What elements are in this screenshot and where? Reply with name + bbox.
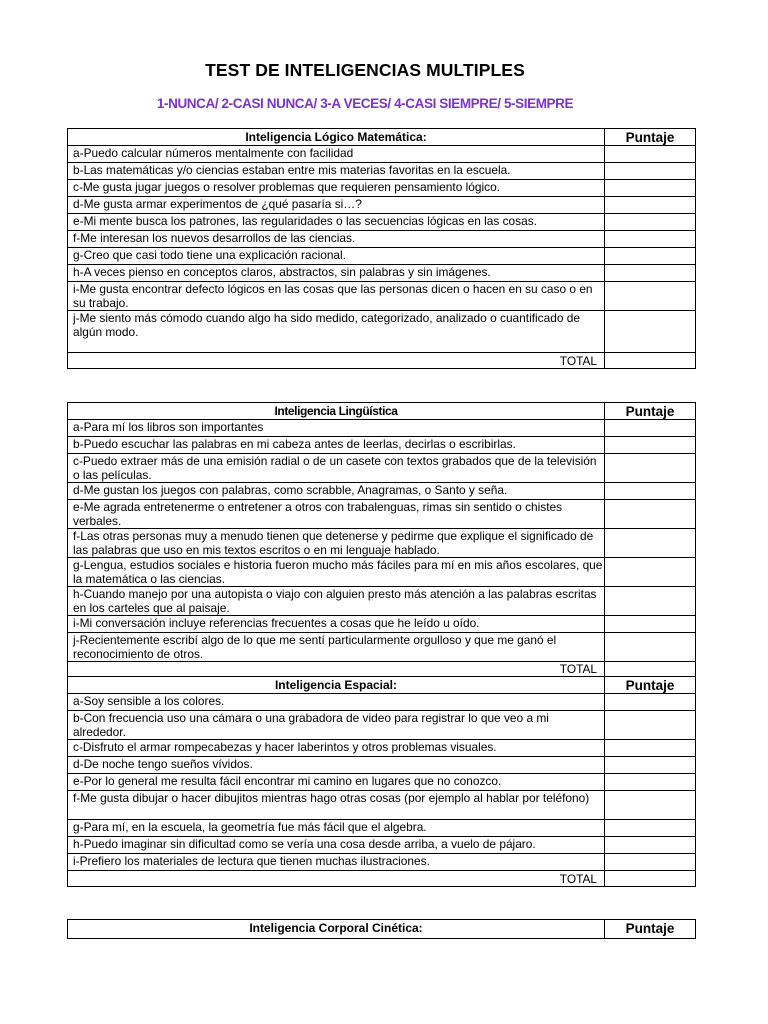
- score-cell[interactable]: [605, 791, 696, 820]
- score-cell[interactable]: [605, 837, 696, 854]
- score-cell[interactable]: [605, 483, 696, 500]
- item-text: c-Puedo extraer más de una emisión radial o de un casete con textos grabados que de la televisión o las películas.: [68, 454, 605, 483]
- table-row: [68, 248, 696, 265]
- item-text: h-Puedo imaginar sin dificultad como se vería una cosa desde arriba, a vuelo de pájaro.: [68, 837, 605, 854]
- score-cell[interactable]: [605, 694, 696, 711]
- score-cell[interactable]: [605, 711, 696, 740]
- score-column-header: Puntaje: [605, 677, 696, 694]
- item-text: j-Recientemente escribí algo de lo que me sentí particularmente orgulloso y que me ganó el reconocimiento de otros.: [68, 633, 605, 662]
- table-row: [68, 820, 696, 837]
- table-row: [68, 587, 696, 616]
- score-cell[interactable]: [605, 529, 696, 558]
- item-text: i-Prefiero los materiales de lectura que tienen muchas ilustraciones.: [68, 854, 605, 871]
- item-text: d-Me gustan los juegos con palabras, como scrabble, Anagramas, o Santo y seña.: [68, 483, 605, 500]
- score-cell[interactable]: [605, 265, 696, 282]
- table-row: [68, 197, 696, 214]
- table-header-row: [68, 129, 696, 146]
- total-label: TOTAL: [68, 871, 605, 887]
- item-text: c-Me gusta jugar juegos o resolver problemas que requieren pensamiento lógico.: [68, 180, 605, 197]
- item-text: c-Disfruto el armar rompecabezas y hacer laberintos y otros problemas visuales.: [68, 740, 605, 757]
- item-text: a-Soy sensible a los colores.: [68, 694, 605, 711]
- table-row: [68, 163, 696, 180]
- item-text: g-Para mí, en la escuela, la geometría fue más fácil que el algebra.: [68, 820, 605, 837]
- item-text: i-Me gusta encontrar defecto lógicos en las cosas que las personas dicen o hacen en su caso o en su trabajo.: [68, 282, 605, 311]
- score-column-header: Puntaje: [605, 129, 696, 146]
- table-header-row: [68, 677, 696, 694]
- score-cell[interactable]: [605, 163, 696, 180]
- table-header-row: [68, 403, 696, 420]
- table-row: [68, 558, 696, 587]
- item-text: h-Cuando manejo por una autopista o viajo con alguien presto más atención a las palabras escritas en los carteles que al paisaje.: [68, 587, 605, 616]
- section-heading: Inteligencia Espacial:: [68, 677, 605, 694]
- table-linguistica-espacial: [67, 402, 696, 887]
- score-cell[interactable]: [605, 500, 696, 529]
- score-cell[interactable]: [605, 231, 696, 248]
- total-label: TOTAL: [68, 353, 605, 369]
- section-heading: Inteligencia Lingüística: [68, 403, 605, 420]
- table-logico-matematica: [67, 128, 696, 369]
- table-row: [68, 146, 696, 163]
- table-row: [68, 529, 696, 558]
- score-cell[interactable]: [605, 214, 696, 231]
- score-cell[interactable]: [605, 616, 696, 633]
- item-text: f-Me gusta dibujar o hacer dibujitos mientras hago otras cosas (por ejemplo al hablar por teléfono): [68, 791, 605, 820]
- item-text: a-Para mí los libros son importantes: [68, 420, 605, 437]
- table-row: [68, 633, 696, 662]
- score-cell[interactable]: [605, 820, 696, 837]
- score-cell[interactable]: [605, 146, 696, 163]
- table-row: [68, 454, 696, 483]
- table-row: [68, 282, 696, 311]
- table-row: [68, 774, 696, 791]
- item-text: e-Por lo general me resulta fácil encontrar mi camino en lugares que no conozco.: [68, 774, 605, 791]
- section-heading: Inteligencia Lógico Matemática:: [68, 129, 605, 146]
- score-cell[interactable]: [605, 437, 696, 454]
- item-text: b-Las matemáticas y/o ciencias estaban entre mis materias favoritas en la escuela.: [68, 163, 605, 180]
- table-row: [68, 791, 696, 820]
- item-text: e-Mi mente busca los patrones, las regularidades o las secuencias lógicas en las cosas.: [68, 214, 605, 231]
- item-text: h-A veces pienso en conceptos claros, abstractos, sin palabras y sin imágenes.: [68, 265, 605, 282]
- table-row: [68, 437, 696, 454]
- table-row: [68, 180, 696, 197]
- score-cell[interactable]: [605, 774, 696, 791]
- item-text: b-Con frecuencia uso una cámara o una grabadora de video para registrar lo que veo a mi alrededor.: [68, 711, 605, 740]
- score-cell[interactable]: [605, 633, 696, 662]
- table-row: [68, 311, 696, 353]
- table-row: [68, 854, 696, 871]
- table-header-row: [68, 920, 696, 939]
- item-text: g-Lengua, estudios sociales e historia fueron mucho más fáciles para mí en mis años escolares, que la matemática o las ciencias.: [68, 558, 605, 587]
- score-cell[interactable]: [605, 197, 696, 214]
- score-cell[interactable]: [605, 311, 696, 353]
- score-cell[interactable]: [605, 248, 696, 265]
- score-cell[interactable]: [605, 420, 696, 437]
- total-row: [68, 871, 696, 887]
- item-text: j-Me siento más cómodo cuando algo ha sido medido, categorizado, analizado o cuantificado de algún modo.: [68, 311, 605, 353]
- table-row: [68, 757, 696, 774]
- table-corporal-cinetica: [67, 919, 696, 939]
- table-row: [68, 837, 696, 854]
- section-heading: Inteligencia Corporal Cinética:: [68, 920, 605, 939]
- total-score-cell[interactable]: [605, 353, 696, 369]
- score-cell[interactable]: [605, 558, 696, 587]
- item-text: f-Me interesan los nuevos desarrollos de las ciencias.: [68, 231, 605, 248]
- table-row: [68, 711, 696, 740]
- table-row: [68, 483, 696, 500]
- item-text: f-Las otras personas muy a menudo tienen que detenerse y pedirme que explique el significado de las palabras que uso en mis textos escritos o en mi lenguaje hablado.: [68, 529, 605, 558]
- total-score-cell[interactable]: [605, 871, 696, 887]
- total-row: [68, 353, 696, 369]
- score-cell[interactable]: [605, 757, 696, 774]
- table-row: [68, 694, 696, 711]
- table-row: [68, 616, 696, 633]
- score-cell[interactable]: [605, 587, 696, 616]
- table-row: [68, 500, 696, 529]
- table-row: [68, 214, 696, 231]
- item-text: a-Puedo calcular números mentalmente con facilidad: [68, 146, 605, 163]
- score-cell[interactable]: [605, 740, 696, 757]
- table-row: [68, 231, 696, 248]
- total-row: [68, 662, 696, 677]
- score-cell[interactable]: [605, 282, 696, 311]
- total-score-cell[interactable]: [605, 662, 696, 677]
- item-text: e-Me agrada entretenerme o entretener a otros con trabalenguas, rimas sin sentido o chistes verbales.: [68, 500, 605, 529]
- table-row: [68, 420, 696, 437]
- score-cell[interactable]: [605, 854, 696, 871]
- page-title: TEST DE INTELIGENCIAS MULTIPLES: [205, 60, 525, 80]
- total-label: TOTAL: [68, 662, 605, 677]
- scale-legend: 1-NUNCA/ 2-CASI NUNCA/ 3-A VECES/ 4-CASI SIEMPRE/ 5-SIEMPRE: [156, 96, 574, 111]
- score-column-header: Puntaje: [605, 920, 696, 939]
- item-text: g-Creo que casi todo tiene una explicación racional.: [68, 248, 605, 265]
- item-text: d-De noche tengo sueños vívidos.: [68, 757, 605, 774]
- item-text: d-Me gusta armar experimentos de ¿qué pasaría si…?: [68, 197, 605, 214]
- table-row: [68, 265, 696, 282]
- score-cell[interactable]: [605, 180, 696, 197]
- table-row: [68, 740, 696, 757]
- item-text: i-Mi conversación incluye referencias frecuentes a cosas que he leído u oído.: [68, 616, 605, 633]
- score-cell[interactable]: [605, 454, 696, 483]
- score-column-header: Puntaje: [605, 403, 696, 420]
- item-text: b-Puedo escuchar las palabras en mi cabeza antes de leerlas, decirlas o escribirlas.: [68, 437, 605, 454]
